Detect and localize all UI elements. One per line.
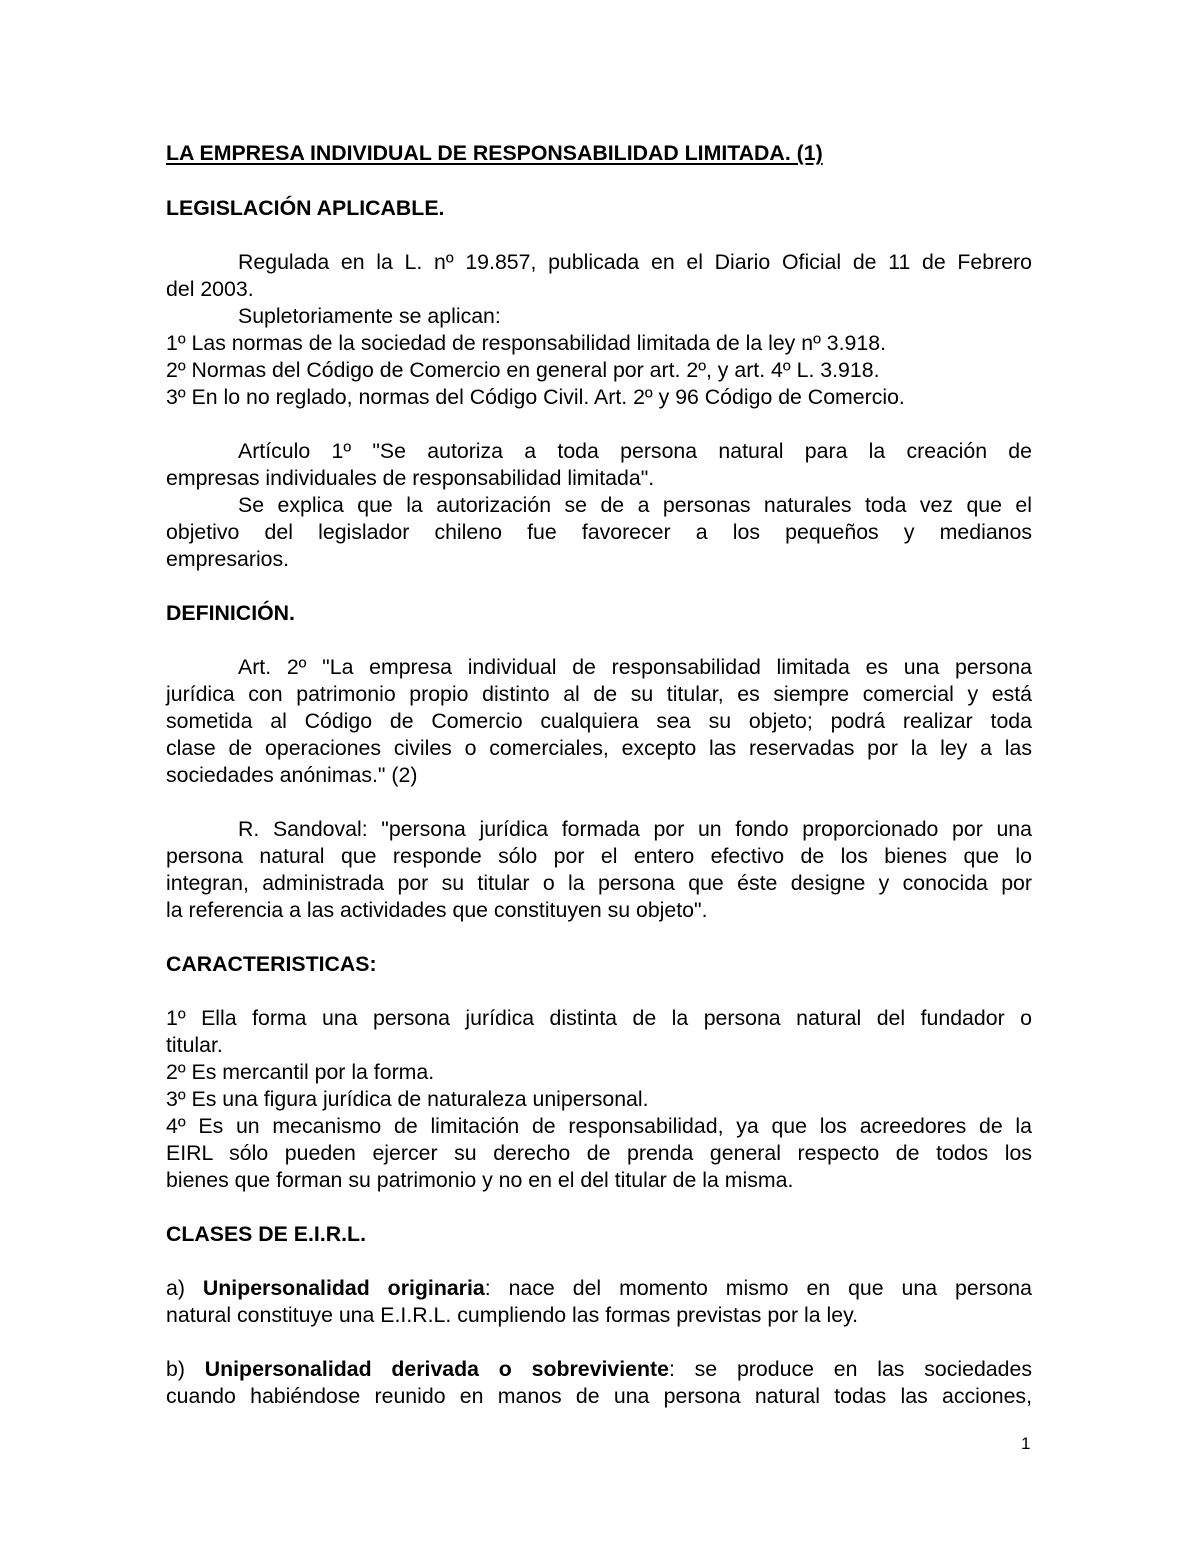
text-line: bienes que forman su patrimonio y no en el del titular de la misma. [166, 1168, 794, 1192]
paragraph-caracteristicas [166, 1005, 1032, 1194]
text-line: Art. 2º "La empresa individual de responsabilidad limitada es una persona [238, 655, 1032, 679]
paragraph-clase-b [166, 1356, 1032, 1410]
text-line: Se explica que la autorización se de a personas naturales toda vez que el [238, 493, 1032, 517]
heading-clases: CLASES DE E.I.R.L. [166, 1222, 366, 1246]
text-line: titular. [166, 1033, 223, 1057]
heading-legislacion: LEGISLACIÓN APLICABLE. [166, 196, 445, 220]
term-description: : se produce en las sociedades [668, 1357, 1032, 1381]
paragraph-legislacion [166, 249, 1032, 411]
text-line: 3º Es una figura jurídica de naturaleza unipersonal. [166, 1087, 649, 1111]
text-line: la referencia a las actividades que constituyen su objeto". [166, 898, 708, 922]
text-line: 2º Normas del Código de Comercio en general por art. 2º, y art. 4º L. 3.918. [166, 358, 880, 382]
term-unipersonalidad-derivada: Unipersonalidad derivada o sobreviviente [204, 1357, 669, 1381]
text-line: 4º Es un mecanismo de limitación de responsabilidad, ya que los acreedores de la [166, 1114, 1032, 1138]
text-line: clase de operaciones civiles o comerciales, excepto las reservadas por la ley a las [166, 736, 1032, 760]
text-line [166, 1356, 1032, 1383]
text-line [166, 1275, 1032, 1302]
document-title: LA EMPRESA INDIVIDUAL DE RESPONSABILIDAD LIMITADA. (1) [166, 141, 823, 165]
text-line: empresas individuales de responsabilidad limitada". [166, 466, 655, 490]
text-line: EIRL sólo pueden ejercer su derecho de prenda general respecto de todos los [166, 1141, 1032, 1165]
term-unipersonalidad-originaria: Unipersonalidad originaria [202, 1276, 485, 1300]
text-line: 2º Es mercantil por la forma. [166, 1060, 435, 1084]
text-line: 1º Ella forma una persona jurídica distinta de la persona natural del fundador o [166, 1006, 1032, 1030]
item-prefix: a) [166, 1276, 203, 1300]
term-description: : nace del momento mismo en que una persona [484, 1276, 1032, 1300]
paragraph-definicion-art2 [166, 654, 1032, 789]
text-line: cuando habiéndose reunido en manos de una persona natural todas las acciones, [166, 1384, 1032, 1408]
text-line: integran, administrada por su titular o la persona que éste designe y conocida por [166, 871, 1032, 895]
heading-definicion: DEFINICIÓN. [166, 601, 295, 625]
item-prefix: b) [166, 1357, 205, 1381]
text-line: Artículo 1º "Se autoriza a toda persona natural para la creación de [238, 439, 1032, 463]
text-line: natural constituye una E.I.R.L. cumpliendo las formas previstas por la ley. [166, 1303, 859, 1327]
heading-caracteristicas: CARACTERISTICAS: [166, 952, 377, 976]
text-line: del 2003. [166, 277, 254, 301]
text-line: sometida al Código de Comercio cualquiera sea su objeto; podrá realizar toda [166, 709, 1032, 733]
text-line: R. Sandoval: "persona jurídica formada por un fondo proporcionado por una [238, 817, 1032, 841]
paragraph-articulo-1 [166, 438, 1032, 573]
text-line: jurídica con patrimonio propio distinto al de su titular, es siempre comercial y está [166, 682, 1032, 706]
text-line: empresarios. [166, 547, 290, 571]
paragraph-clase-a [166, 1275, 1032, 1329]
text-line: objetivo del legislador chileno fue favorecer a los pequeños y medianos [166, 520, 1032, 544]
page-number: 1 [1021, 1434, 1031, 1453]
paragraph-definicion-sandoval [166, 816, 1032, 924]
text-line: sociedades anónimas." (2) [166, 763, 418, 787]
text-line: Regulada en la L. nº 19.857, publicada en el Diario Oficial de 11 de Febrero [238, 250, 1032, 274]
text-line: 1º Las normas de la sociedad de responsabilidad limitada de la ley nº 3.918. [166, 331, 886, 355]
text-line: 3º En lo no reglado, normas del Código Civil. Art. 2º y 96 Código de Comercio. [166, 385, 905, 409]
text-line: Supletoriamente se aplican: [238, 304, 501, 328]
text-line: persona natural que responde sólo por el entero efectivo de los bienes que lo [166, 844, 1032, 868]
